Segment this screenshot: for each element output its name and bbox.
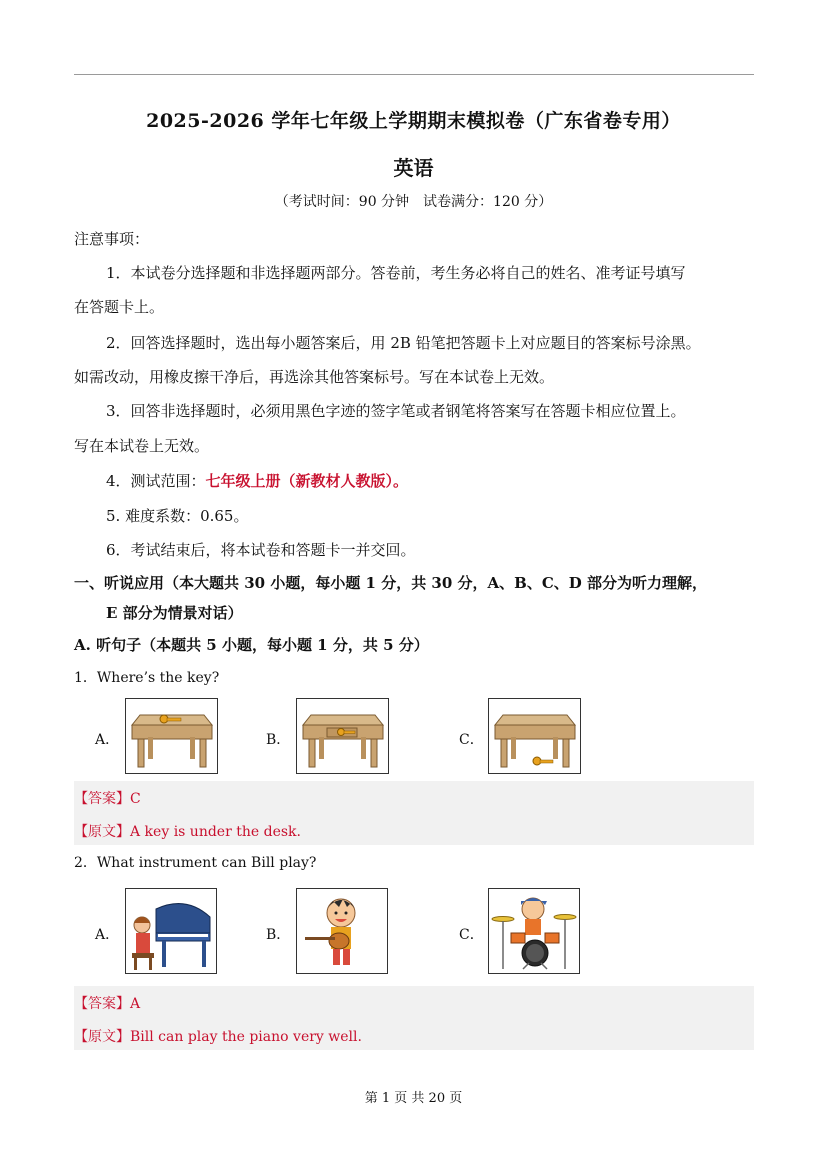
guitar-player-icon: [296, 888, 388, 974]
key-in-drawer-icon: [296, 698, 389, 774]
q2-script: [74, 1026, 362, 1046]
subject-title: 英语: [393, 156, 434, 180]
q1-script-label: 【原文】: [74, 824, 130, 840]
q1-script: [74, 821, 301, 841]
key-under-desk-icon: [488, 698, 581, 774]
question-1-stem: 1．Where’s the key?: [74, 670, 220, 686]
drummer-icon: [488, 888, 580, 974]
notice-item-4: [106, 470, 408, 491]
q2-option-c-label: C．: [459, 927, 484, 943]
header-rule: [74, 74, 754, 75]
question-2-stem: 2．What instrument can Bill play?: [74, 855, 317, 871]
piano-player-icon: [125, 888, 217, 974]
q1-answer-value: C: [130, 791, 141, 807]
notice-item-5: 5. 难度系数：0.65。: [106, 507, 249, 525]
notice-item-3a: 3．回答非选择题时，必须用黑色字迹的签字笔或者钢笔将答案写在答题卡相应位置上。: [106, 402, 686, 420]
notice-heading: 注意事项：: [74, 230, 150, 248]
notice-item-6: 6．考试结束后，将本试卷和答题卡一并交回。: [106, 541, 416, 559]
q1-option-b-label: B．: [266, 732, 291, 748]
notice-item-4-prefix: 4．测试范围：: [106, 472, 206, 490]
notice-item-2a: 2．回答选择题时，选出每小题答案后，用 2B 铅笔把答题卡上对应题目的答案标号涂黑。: [106, 334, 701, 352]
q2-option-a-label: A．: [95, 927, 120, 943]
q1-answer: [74, 788, 141, 808]
q2-option-b-label: B．: [266, 927, 291, 943]
key-on-desk-icon: [125, 698, 218, 774]
page-footer: 第 1 页 共 20 页: [364, 1091, 463, 1106]
q2-answer-value: A: [130, 996, 141, 1012]
q1-option-c-label: C．: [459, 732, 484, 748]
q1-option-a-label: A．: [95, 732, 120, 748]
exam-meta: （考试时间：90 分钟 试卷满分：120 分）: [274, 194, 553, 210]
section-1-heading-b: E 部分为情景对话）: [106, 604, 243, 622]
q1-answer-label: 【答案】: [74, 791, 130, 807]
q1-script-text: A key is under the desk.: [130, 824, 301, 840]
part-a-heading: A. 听句子（本题共 5 小题，每小题 1 分，共 5 分）: [74, 636, 429, 654]
q2-script-text: Bill can play the piano very well.: [130, 1029, 362, 1045]
notice-item-1b: 在答题卡上。: [74, 298, 165, 316]
q2-answer-label: 【答案】: [74, 996, 130, 1012]
section-1-heading-a: 一、听说应用（本大题共 30 小题，每小题 1 分，共 30 分，A、B、C、D 部分为听力理解，: [74, 574, 708, 592]
notice-item-1a: 1．本试卷分选择题和非选择题两部分。答卷前，考生务必将自己的姓名、准考证号填写: [106, 264, 686, 282]
q2-answer: [74, 993, 140, 1013]
notice-item-3b: 写在本试卷上无效。: [74, 437, 210, 455]
notice-item-4-value: 七年级上册（新教材人教版）。: [205, 472, 409, 490]
exam-title: 2025-2026 学年七年级上学期期末模拟卷（广东省卷专用）: [146, 110, 681, 132]
notice-item-2b: 如需改动，用橡皮擦干净后，再选涂其他答案标号。写在本试卷上无效。: [74, 368, 555, 386]
q2-script-label: 【原文】: [74, 1029, 130, 1045]
